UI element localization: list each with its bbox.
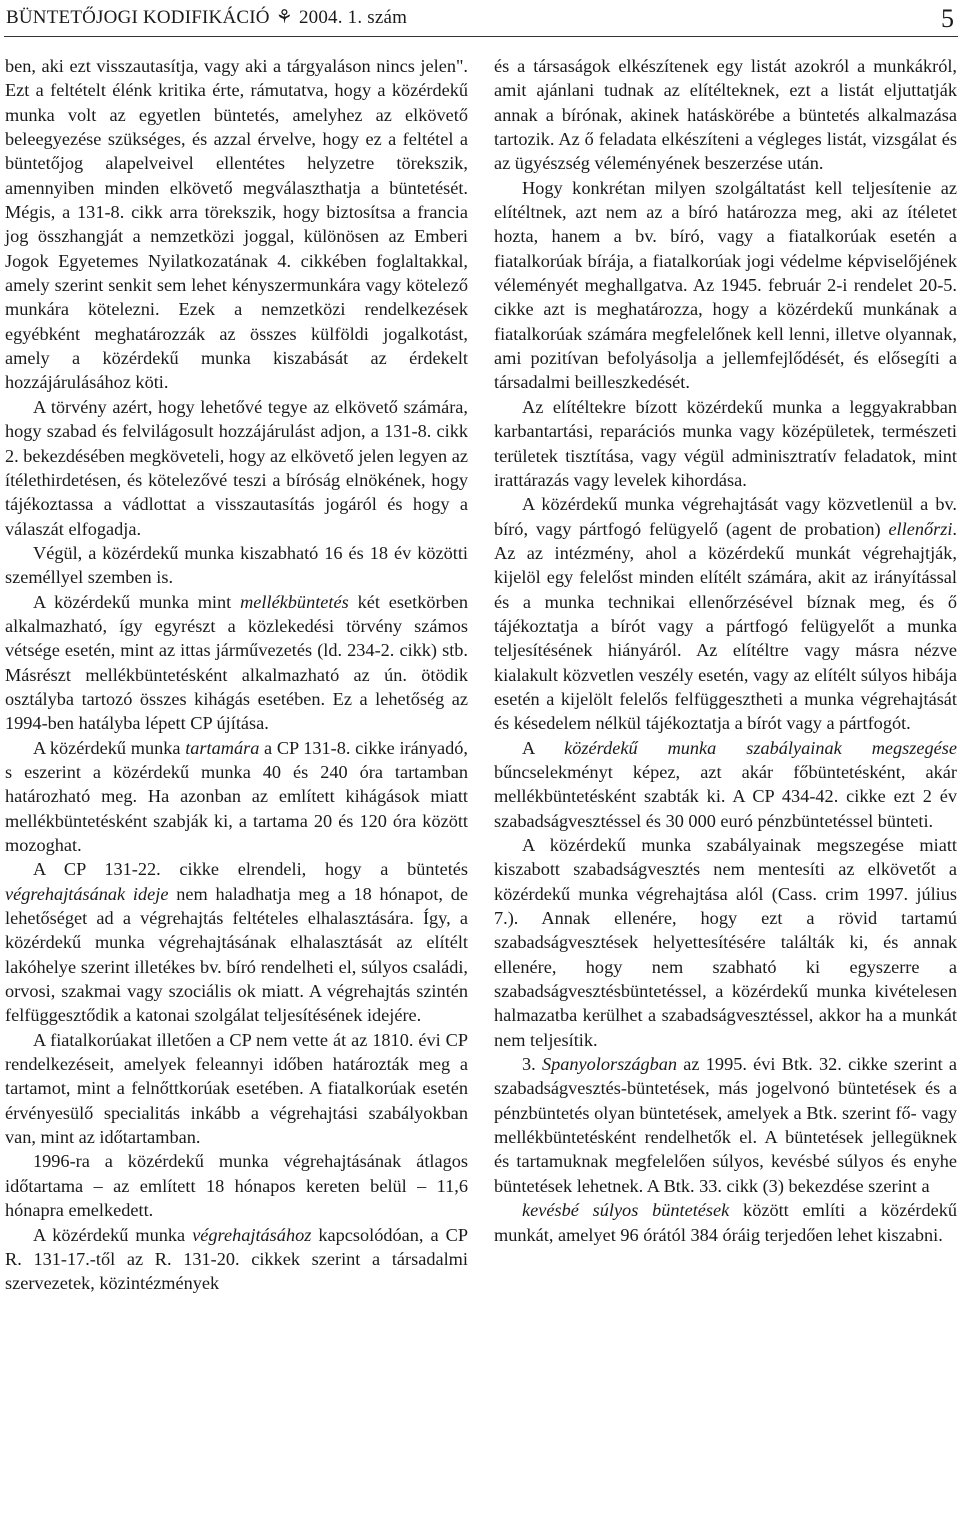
text-run: bűncselekményt képez, azt akár főbüntetésként, akár mellékbüntetésként szabták ki. A CP 434-42. cikke ezt 2 év szabadságvesztéssel és 30 000 euró pénzbüntetéssel bünteti. [494, 761, 957, 831]
journal-title: BÜNTETŐJOGI KODIFIKÁCIÓ [6, 7, 270, 28]
italic-phrase: Spanyolországban [541, 1054, 678, 1075]
text-run: A közérdekű munka mint [33, 591, 241, 612]
italic-phrase: tartamára [185, 737, 260, 758]
italic-phrase: ellenőrzi [888, 518, 953, 539]
text-run: között említi a közérdekű munkát, amelyet 96 órától 384 óráig terjedően lehet kiszabni. [494, 1200, 958, 1245]
paragraph: A fiatalkorúakat illetően a CP nem vette át az 1810. évi CP rendelkezéseit, amelyek feleannyi időben határozták meg a tartamot, mint a felnőttkorúak esetében. A fiatalkorúak esetén érvényesülő specialitás inkább a végrehajtási szabályokban van, mint az időtartamban. [5, 1029, 468, 1148]
paragraph: A közérdekű munka szabályainak megszegése miatt kiszabott szabadságvesztés nem mentesíti az elkövetőt a közérdekű munka végrehajtása alól (Cass. crim 1997. július 7.). Annak ellenére, hogy ezt a rövid tartamú szabadságvesztések helyettesítésére találták ki, és annak ellenére, hogy nem szabható ki egyszerre a szabadságvesztésbüntetéssel, a közérdekű munka kivételesen halmazatba kerülhet a szabadságvesztéssel, akkor ha a munkát nem teljesítik. [494, 835, 957, 1050]
text-run: A közérdekű munka végrehajtását vagy közvetlenül a bv. bíró, vagy pártfogó felügyelő (agent de probation) [494, 494, 957, 539]
paragraph [494, 1052, 957, 1198]
paragraph: Az elítéltekre bízott közérdekű munka a leggyakrabban karbantartási, reparációs munka vagy középületek, természeti területek tisztítása, vagy végül adminisztratív feladatok, mint irattárazás vagy levelek kihordása. [494, 396, 957, 490]
text-run: a CP 131-8. cikke irányadó, s eszerint a közérdekű munka 40 és 240 óra tartamban határozható meg. Ha azonban az említett kihágások miatt mellékbüntetésként szabják ki, a tartama 20 és 120 óra között mozoghat. [5, 737, 468, 855]
header-rule [4, 36, 958, 37]
paragraph: ben, aki ezt visszautasítja, vagy aki a tárgyaláson nincs jelen". Ezt a feltételt élénk kritika érte, rámutatva, hogy a közérdekű munka volt az egyetlen büntetés, amelyhez az elkövető beleegyezése szükséges, és azzal érvelve, hogy ez a feltétel a büntetőjog alapelveivel ellentétes helyzetre törekszik, amennyiben minden elkövető megválaszthatja a büntetését. Mégis, a 131-8. cikk arra törekszik, hogy biztosítsa a francia jog összhangját a nemzetközi joggal, különösen az Emberi Jogok Egyetemes Nyilatkozatának 4. cikkében foglaltakkal, amely szerint senkit sem lehet kényszermunkára vagy kötelező munkára kötelezni. Ezek a nemzetközi rendelkezések egyébként meghatározzák az összes külföldi jogalkotást, amely a közérdekű munka kiszabását az érdekelt hozzájárulásához köti. [5, 56, 468, 393]
running-header [0, 0, 960, 40]
journal-header [6, 6, 407, 29]
issue-label: 2004. 1. szám [298, 7, 408, 28]
text-run: 3. [522, 1054, 542, 1075]
ornament-icon: ⚘ [275, 7, 293, 28]
paragraph: A törvény azért, hogy lehetővé tegye az elkövető számára, hogy szabad és felvilágosult hozzájárulást adjon, a 131-8. cikk 2. bekezdésében megköveteli, hogy az elkövető jelen legyen az ítélethirdetésen, és kötelezővé teszi a bíróság elnökének, hogy tájékoztassa a vádlottat a visszautasítás jogáról és hogy a válaszát elfogadja. [5, 396, 468, 539]
paragraph: és a társaságok elkészítenek egy listát azokról a munkákról, amit ajánlani tudnak az elítélteknek, ezt a listát eljuttatják annak a bírónak, akinek hatáskörébe a büntetés alkalmazása tartozik. Az ő feladata elkészíteni a végleges listát, vizsgálat és az ügyészség véleményének beszerzése után. [494, 56, 957, 174]
paragraph [5, 1223, 468, 1296]
left-column [5, 54, 468, 1296]
italic-phrase: mellékbüntetés [240, 591, 349, 612]
paragraph [494, 1198, 957, 1247]
paragraph [5, 736, 468, 858]
text-run: A közérdekű munka [33, 737, 186, 758]
text-run: két esetkörben alkalmazható, így egyrészt a közlekedési törvény számos vétsége esetén, mint az ittas járművezetés (ld. 234-2. cikk) stb. Másrészt mellékbüntetésként alkalmazható az ún. ötödik osztályba tartozó összes kihágás esetében. Ez a lehetőség az 1994-ben hatályba lépett CP újítása. [5, 591, 468, 734]
text-run: A CP 131-22. cikke elrendeli, hogy a büntetés [33, 859, 468, 880]
paragraph [494, 736, 957, 833]
right-column [494, 54, 957, 1247]
text-run: kapcsolódóan, a CP R. 131-17.-től az R. 131-20. cikkek szerint a társadalmi szervezetek, közintézmények [5, 1224, 469, 1294]
paragraph [5, 590, 468, 736]
text-run: A közérdekű munka [33, 1224, 193, 1245]
text-run: . Az az intézmény, ahol a közérdekű munkát végrehajtják, kijelöl egy felelőst minden elítélt számára, akit az irányítással és a munka technikai ellenőrzésével bíznak meg, és ő tájékoztatja a bírót vagy a pártfogó felügyelőt a munka teljesítésének hiányáról. Az elítéltre vagy másra nézve kialakult közvetlen veszély esetén, vagy az elítélt súlyos hibája esetén a kijelölt felelős felfüggesztheti a munka végrehajtását és késedelem nélkül tájékoztatja a bírót vagy a pártfogót. [494, 518, 957, 734]
page-number: 5 [941, 4, 954, 33]
text-run: A [522, 737, 565, 758]
paragraph [494, 492, 957, 735]
paragraph [5, 857, 468, 1027]
italic-phrase: közérdekű munka szabályainak megszegése [564, 737, 957, 758]
italic-phrase: végrehajtásához [192, 1224, 312, 1245]
paragraph: Végül, a közérdekű munka kiszabható 16 és 18 év közötti személlyel szemben is. [5, 542, 468, 588]
paragraph: 1996-ra a közérdekű munka végrehajtásának átlagos időtartama – az említett 18 hónapos kereten belül – 11,6 hónapra emelkedett. [5, 1151, 468, 1221]
italic-phrase: végrehajtásának ideje [5, 883, 169, 904]
text-run: az 1995. évi Btk. 32. cikke szerint a szabadságvesztés-büntetések, más jogelvonó büntetések és a pénzbüntetés olyan büntetések, amelyek a Btk. szerint fő- vagy mellékbüntetésként rendelhetők el. A büntetések jellegüknek és tartamuknak megfelelően súlyos, kevésbé súlyos és enyhe büntetések lehetnek. A Btk. 33. cikk (3) bekezdése szerint a [494, 1054, 958, 1196]
paragraph: Hogy konkrétan milyen szolgáltatást kell teljesítenie az elítéltnek, azt nem az a bíró határozza meg, aki az ítéletet hozta, hanem a bv. bíró, vagy a fiatalkorúak esetén a fiatalkorúak bírája, a fiatalkorúak jogi védelme képviselőjének véleményét meghallgatva. Az 1945. február 2-i rendelet 20-5. cikke azt is meghatározza, hogy a közérdekű munkának a fiatalkorúak számára megfelelőnek kell lenni, illetve olyannak, ami pozitívan befolyásolja a jellemfejlődését, és elősegíti a társadalmi beilleszkedését. [494, 177, 957, 393]
italic-phrase: kevésbé súlyos büntetések [522, 1200, 730, 1221]
text-run: nem haladhatja meg a 18 hónapot, de lehetőséget ad a végrehajtás feltételes elhalasztására. Így, a közérdekű munka végrehajtásának elhalasztását az elítélt lakóhelye szerint illetékes bv. bíró rendelheti el, súlyos családi, orvosi, szakmai vagy szociális ok miatt. A végrehajtás szintén felfüggesztődik a katonai szolgálat teljesítésének idejére. [5, 883, 468, 1026]
